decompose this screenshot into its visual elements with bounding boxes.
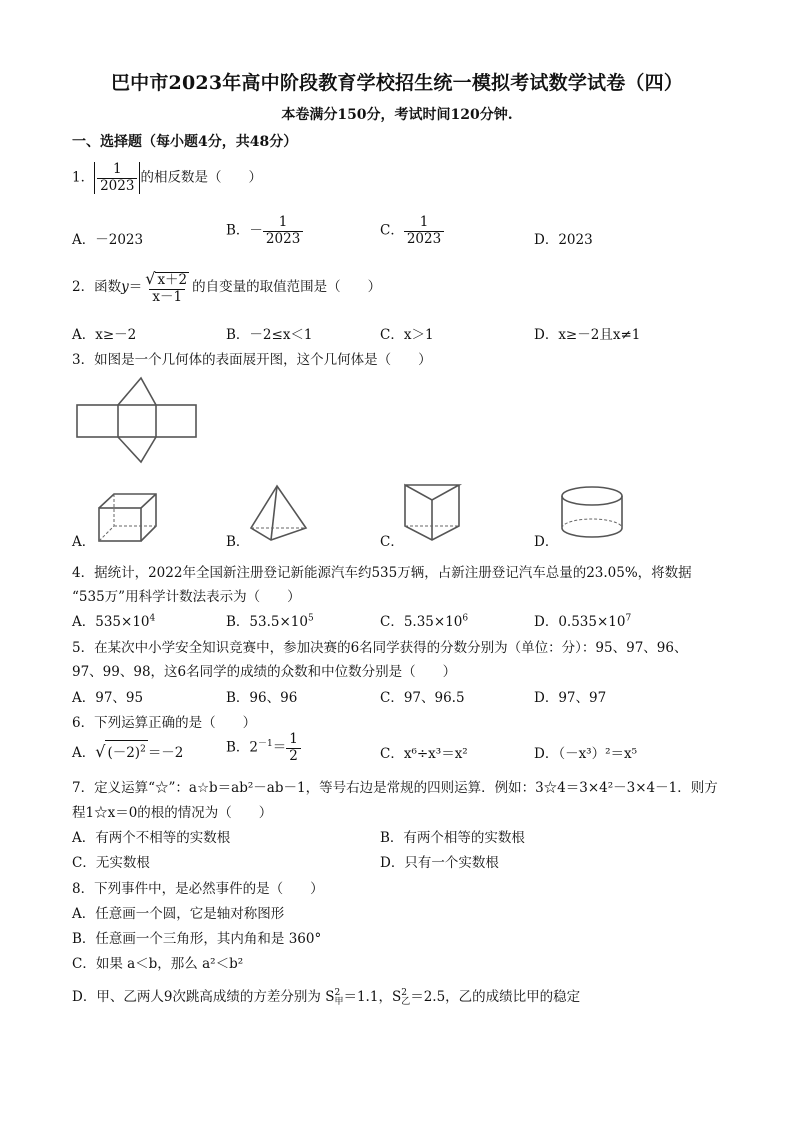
q3-option-b: B． [226,534,250,550]
q1-option-a: A．－2023 [72,232,144,248]
question-6: 6．下列运算正确的是（ ） [72,715,257,731]
q8-option-b: B．任意画一个三角形，其内角和是 360° [72,931,322,947]
q2-option-a: A．x≥－2 [72,327,137,343]
q4-option-c: C．$5.35\times 10^6$ [380,613,469,630]
question-7-line1: 7．定义运算“☆”：a☆b＝ab²－ab－1，等号右边是常规的四则运算．例如：3☆4＝3×4²－3×4－1．则方 [72,780,718,796]
q3-option-a: A． [72,534,96,550]
question-1 [72,162,262,194]
q8-option-c: C．如果 a＜b，那么 a²＜b² [72,956,244,972]
q1-frac-num: 1 [112,161,122,177]
q8-option-a: A．任意画一个圆，它是轴对称图形 [72,906,285,922]
q7-option-b: B．有两个相等的实数根 [380,830,525,846]
question-7-line2: 程1☆x＝0的根的情况为（ ） [72,805,273,821]
q5-option-b: B．96、96 [226,690,298,706]
pyramid-figure [251,486,306,540]
q4-option-d: D．$0.535\times 10^7$ [534,613,632,630]
cube-figure [99,494,156,541]
q7-option-a: A．有两个不相等的实数根 [72,830,231,846]
q7-option-c: C．无实数根 [72,855,150,871]
q1-option-b: B．－ $\frac{1}{2023}$ [226,215,303,247]
page-subtitle: 本卷满分150分，考试时间120分钟. [281,107,513,123]
cylinder-figure [562,487,622,537]
q1-option-d: D．2023 [534,232,593,248]
q5-option-d: D．97、97 [534,690,607,706]
q1-absolute-value [94,162,140,194]
q1-number: 1． [72,169,95,186]
question-3: 3．如图是一个几何体的表面展开图，这个几何体是（ ） [72,352,432,368]
page-title: 巴中市2023年高中阶段教育学校招生统一模拟考试数学试卷（四） [110,72,684,94]
net-figure [77,378,196,462]
prism-figure [405,485,459,540]
question-4-line2: “535万”用科学计数法表示为（ ） [72,589,301,605]
question-5-line2: 97、99、98，这6名同学的成绩的众数和中位数分别是（ ） [72,664,457,680]
q1-option-c: C． $\frac{1}{2023}$ [380,215,444,247]
question-5-line1: 5．在某次中小学安全知识竞赛中，参加决赛的6名同学获得的分数分别为（单位：分）：95、97、96、 [72,640,688,656]
q6-option-c: C．x⁶÷x³＝x² [380,746,468,762]
question-4-line1: 4．据统计，2022年全国新注册登记新能源汽车约535万辆，占新注册登记汽车总量的23.05%，将数据 [72,565,692,581]
q2-option-d: D．x≥－2且x≠1 [534,327,641,343]
section-heading-choice: 一、选择题（每小题4分，共48分） [72,134,298,150]
q2-option-b: B．－2≤x＜1 [226,327,313,343]
q1-frac-den: 2023 [97,178,137,195]
q3-option-d: D． [534,534,559,550]
q6-option-a: A．√ $(-2)^2 =-2$ [72,742,184,761]
q4-option-b: B．$53.5\times 10^5$ [226,613,314,630]
q6-option-b: B．$2^{-1}=$ $\frac{1}{2}$ [226,732,301,764]
q4-option-a: A．$535\times 10^4$ [72,613,156,630]
q5-option-a: A．97、95 [72,690,144,706]
q7-option-d: D．只有一个实数根 [380,855,499,871]
question-2: 2．函数y＝ $\frac{√ x+2}{x-1}$ 的自变量的取值范围是（ ） [72,269,382,305]
q6-option-d: D．（－x³）²＝x⁵ [534,746,638,762]
question-8: 8．下列事件中，是必然事件的是（ ） [72,881,324,897]
q1-stem: 的相反数是（ ） [140,169,262,186]
q3-option-c: C． [380,534,404,550]
q8-option-d: D．甲、乙两人9次跳高成绩的方差分别为 S 2 甲 ＝1.1，S 2 乙 ＝2.5，乙的成绩比甲的稳定 [72,987,581,1007]
q2-option-c: C．x＞1 [380,327,434,343]
q5-option-c: C．97、96.5 [380,690,465,706]
